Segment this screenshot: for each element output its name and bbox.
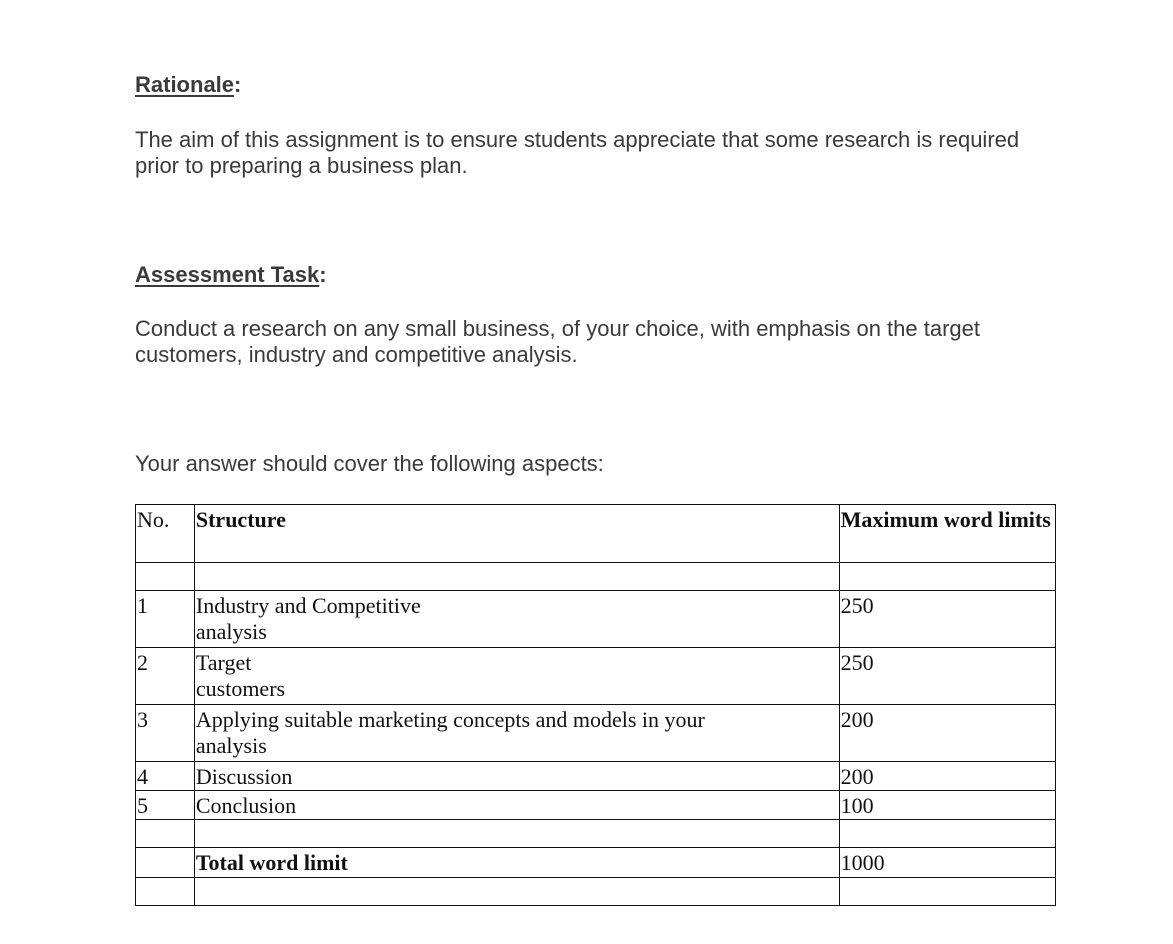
table-cell [194,878,839,906]
assessment-task-heading-text: Assessment Task [135,262,320,287]
total-value: 1000 [839,848,1055,878]
row-structure [194,705,839,762]
table-row [136,762,1056,791]
table-cell [136,563,195,591]
table-cell [839,820,1055,848]
total-label: Total word limit [194,848,839,878]
rationale-paragraph: The aim of this assignment is to ensure students appreciate that some research is required prior to preparing a business plan. [135,127,1020,178]
table-cell [136,878,195,906]
assessment-task-heading [135,262,327,288]
table-cell [194,563,839,591]
row-max: 100 [839,791,1055,820]
rationale-heading [135,72,241,98]
row-max: 250 [839,591,1055,648]
word-limit-table [135,504,1056,906]
rationale-heading-colon: : [234,72,242,97]
assessment-task-heading-colon: : [319,262,327,287]
table-cell [839,563,1055,591]
row-max: 200 [839,762,1055,791]
row-max: 250 [839,648,1055,705]
table-blank-row [136,878,1056,906]
table-cell [194,820,839,848]
row-max: 200 [839,705,1055,762]
row-structure [194,648,839,705]
row-structure-text: Target customers [195,650,286,701]
row-no: 5 [136,791,195,820]
table-row [136,591,1056,648]
table-row [136,648,1056,705]
row-structure: Conclusion [194,791,839,820]
table-cell [839,878,1055,906]
assessment-task-paragraph: Conduct a research on any small business, of your choice, with emphasis on the target customers, industry and competitive analysis. [135,316,981,367]
table-total-row [136,848,1056,878]
header-structure: Structure [194,505,839,563]
table-cell [136,848,195,878]
table-row [136,791,1056,820]
row-structure: Discussion [194,762,839,791]
rationale-heading-text: Rationale [135,72,235,97]
table-header-row [136,505,1056,563]
header-max-word-limits: Maximum word limits [839,505,1055,563]
table-row [136,705,1056,762]
table-blank-row [136,820,1056,848]
row-no: 4 [136,762,195,791]
row-structure-text: Applying suitable marketing concepts and models in your analysis [195,707,705,758]
header-no: No. [136,505,195,563]
aspects-intro: Your answer should cover the following aspects: [135,451,604,476]
row-structure [194,591,839,648]
row-no: 1 [136,591,195,648]
table-cell [136,820,195,848]
row-no: 2 [136,648,195,705]
table-blank-row [136,563,1056,591]
row-structure-text: Industry and Competitive analysis [195,593,421,644]
row-no: 3 [136,705,195,762]
